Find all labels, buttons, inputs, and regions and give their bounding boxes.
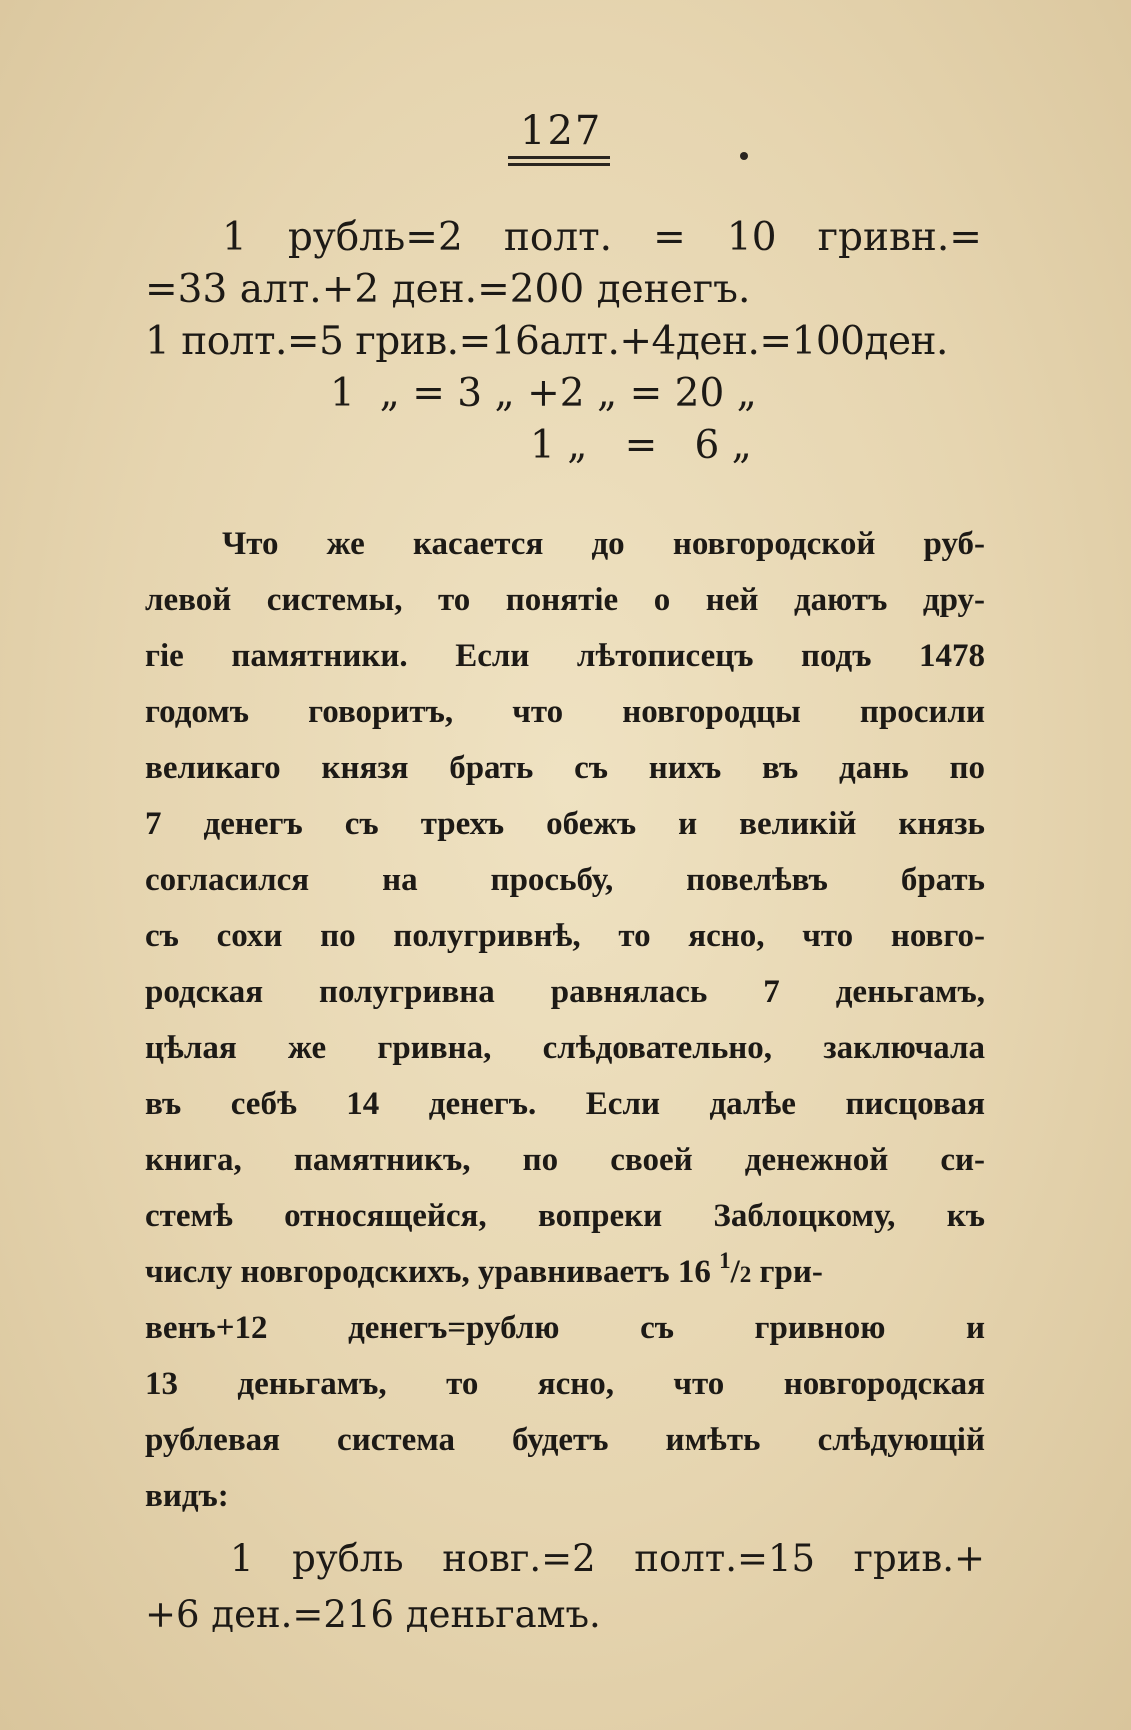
ink-dot — [740, 152, 748, 160]
paragraph-line: 13 деньгамъ, то ясно, что новгородская — [145, 1366, 985, 1402]
paragraph-line: годомъ говоритъ, что новгородцы просили — [145, 694, 985, 730]
paragraph-line: въ себѣ 14 денегъ. Если далѣе писцовая — [145, 1086, 985, 1122]
final-equation-line: +6 ден.=216 деньгамъ. — [145, 1593, 601, 1636]
table-line: 1 полт.=5 грив.=16алт.+4ден.=100ден. — [145, 319, 948, 364]
table-line: 1 „ = 6 „ — [530, 423, 752, 468]
fraction: $^1$/2 — [719, 1248, 752, 1290]
paragraph-line: 7 денегъ съ трехъ обежъ и великій князь — [145, 806, 985, 842]
table-line: =33 алт.+2 ден.=200 денегъ. — [145, 267, 751, 312]
paragraph-line: венъ+12 денегъ=рублю съ гривною и — [145, 1310, 985, 1346]
table-line: 1 „ = 3 „ +2 „ = 20 „ — [330, 371, 757, 416]
page-number-rule — [508, 156, 610, 159]
final-equation-line: 1 рубль новг.=2 полт.=15 грив.+ — [230, 1537, 985, 1580]
paragraph-line: книга, памятникъ, по своей денежной си- — [145, 1142, 985, 1178]
paragraph-line-with-fraction — [145, 1248, 985, 1290]
paragraph-line: цѣлая же гривна, слѣдовательно, заключала — [145, 1030, 985, 1066]
page-number-rule — [508, 163, 610, 166]
paragraph-line: великаго князя брать съ нихъ въ дань по — [145, 750, 985, 786]
paragraph-line: родская полугривна равнялась 7 деньгамъ, — [145, 974, 985, 1010]
paragraph-line-tail: гри- — [751, 1254, 823, 1290]
paragraph-line: согласился на просьбу, повелѣвъ брать — [145, 862, 985, 898]
page-number: 127 — [520, 108, 603, 154]
paragraph-line: видъ: — [145, 1478, 229, 1514]
table-line: 1 рубль=2 полт. = 10 гривн.= — [222, 215, 982, 260]
paragraph-line: рублевая система будетъ имѣть слѣдующій — [145, 1422, 985, 1458]
fraction-numerator: 1 — [719, 1248, 731, 1273]
paragraph-line: левой системы, то понятіе о ней даютъ дру- — [145, 582, 985, 618]
fraction-denominator: 2 — [739, 1262, 752, 1287]
paragraph-line: стемѣ относящейся, вопреки Заблоцкому, къ — [145, 1198, 985, 1234]
paragraph-line-text: числу новгородскихъ, уравниваетъ 16 — [145, 1254, 711, 1290]
paragraph-line: съ сохи по полугривнѣ, то ясно, что новго- — [145, 918, 985, 954]
paragraph-line: гіе памятники. Если лѣтописецъ подъ 1478 — [145, 638, 985, 674]
paragraph-line: Что же касается до новгородской руб- — [222, 526, 985, 562]
